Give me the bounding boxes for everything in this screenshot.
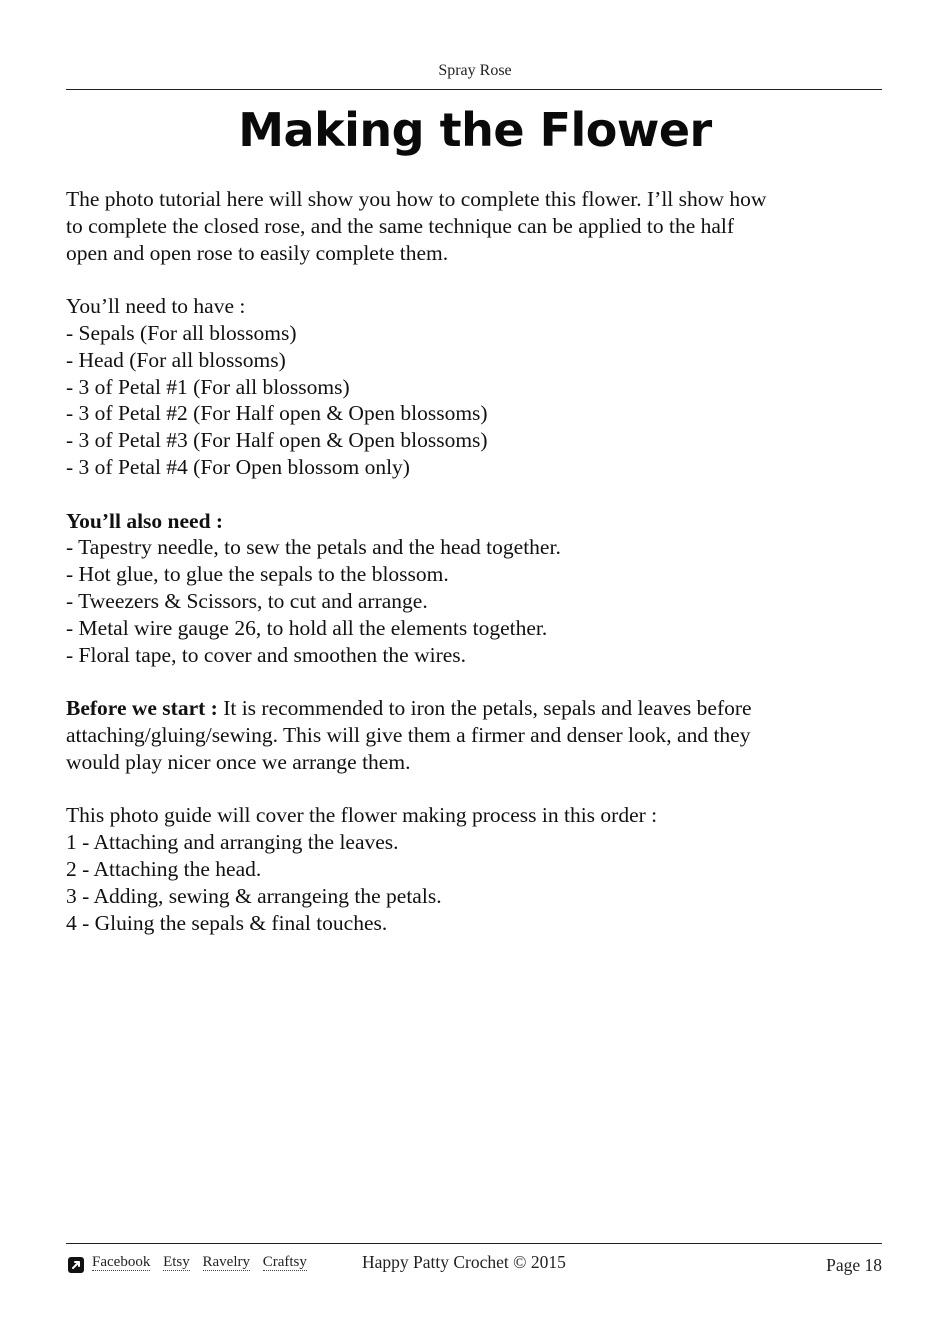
external-link-icon [68, 1257, 84, 1273]
order-step: 3 - Adding, sewing & arrangeing the petals. [66, 883, 442, 908]
order-step: 2 - Attaching the head. [66, 856, 262, 881]
need-heading: You’ll need to have : [66, 294, 246, 319]
list-item: - Tweezers & Scissors, to cut and arrange. [66, 588, 428, 613]
etsy-link[interactable]: Etsy [163, 1254, 190, 1270]
social-links [92, 1254, 316, 1271]
list-item: - Floral tape, to cover and smoothen the wires. [66, 642, 467, 667]
list-item: - 3 of Petal #4 (For Open blossom only) [66, 454, 410, 479]
footer-divider [66, 1243, 882, 1244]
also-need-heading: You’ll also need : [66, 508, 224, 533]
before-start-text: would play nicer once we arrange them. [66, 749, 411, 774]
also-need-section [66, 508, 896, 669]
list-item: - Head (For all blossoms) [66, 347, 286, 372]
list-item: - 3 of Petal #2 (For Half open & Open blossoms) [66, 401, 488, 426]
list-item: - Sepals (For all blossoms) [66, 320, 297, 345]
before-start-paragraph [66, 695, 896, 775]
page-title: Making the Flower [238, 103, 712, 157]
intro-line: The photo tutorial here will show you how to complete this flower. I’ll show how [66, 187, 767, 211]
header-divider [66, 89, 882, 90]
list-item: - Hot glue, to glue the sepals to the blossom. [66, 562, 449, 587]
list-item: - Tapestry needle, to sew the petals and the head together. [66, 535, 561, 560]
list-item: - Metal wire gauge 26, to hold all the elements together. [66, 615, 548, 640]
order-step: 1 - Attaching and arranging the leaves. [66, 830, 399, 855]
page-footer [66, 1252, 882, 1280]
before-start-text: attaching/gluing/sewing. This will give them a firmer and denser look, and they [66, 722, 751, 747]
need-section [66, 293, 896, 481]
intro-line: open and open rose to easily complete them. [66, 240, 449, 265]
intro-line: to complete the closed rose, and the same technique can be applied to the half [66, 213, 735, 238]
intro-paragraph [66, 186, 896, 266]
craftsy-link[interactable]: Craftsy [262, 1254, 307, 1270]
order-section [66, 802, 896, 936]
list-item: - 3 of Petal #3 (For Half open & Open blossoms) [66, 428, 488, 453]
page-body [66, 186, 896, 963]
page-number: Page 18 [826, 1255, 882, 1275]
before-start-label: Before we start : [66, 696, 218, 721]
list-item: - 3 of Petal #1 (For all blossoms) [66, 374, 350, 399]
copyright-text: Happy Patty Crochet © 2015 [362, 1252, 566, 1272]
before-start-text: It is recommended to iron the petals, sepals and leaves before [217, 696, 752, 721]
running-header: Spray Rose [438, 62, 512, 79]
order-heading: This photo guide will cover the flower making process in this order : [66, 803, 658, 828]
facebook-link[interactable]: Facebook [92, 1254, 151, 1270]
order-step: 4 - Gluing the sepals & final touches. [66, 910, 388, 935]
ravelry-link[interactable]: Ravelry [202, 1254, 250, 1270]
